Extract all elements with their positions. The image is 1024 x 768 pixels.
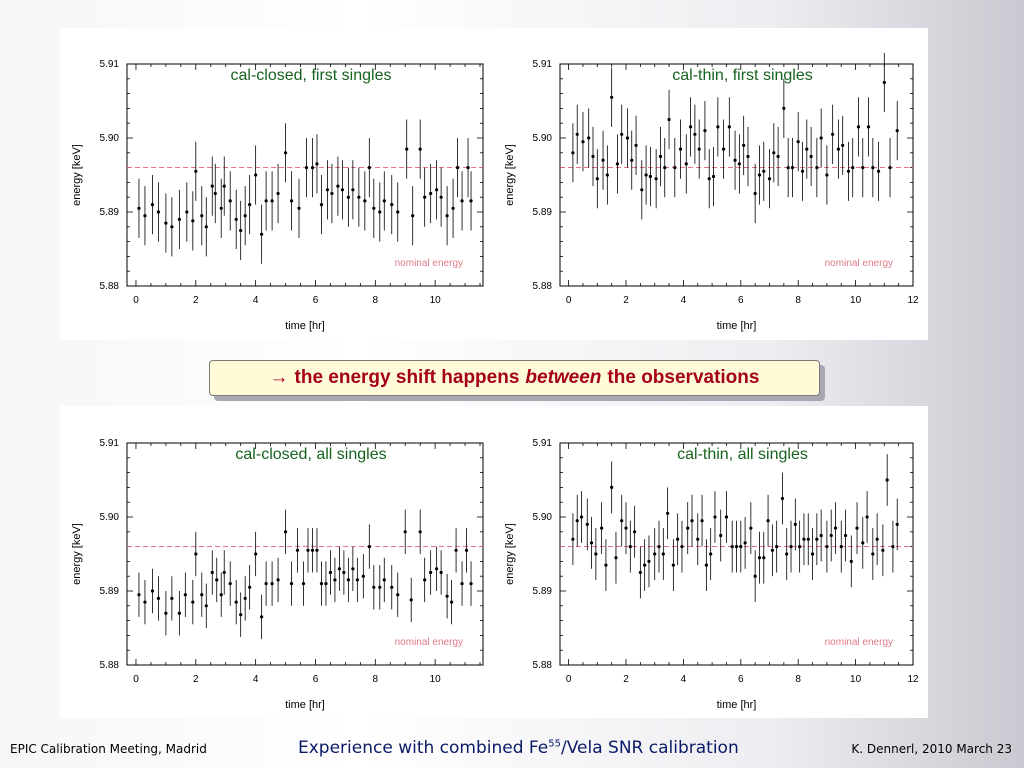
- data-point: [762, 532, 765, 584]
- data-point: [576, 495, 579, 547]
- data-point: [830, 510, 833, 562]
- point-marker: [802, 538, 805, 541]
- point-marker: [653, 552, 656, 555]
- data-point: [758, 532, 761, 584]
- point-marker: [891, 545, 894, 548]
- y-tick-label: 5.89: [532, 207, 552, 218]
- point-marker: [676, 538, 679, 541]
- point-marker: [855, 527, 858, 530]
- footer-slide-title: [298, 738, 739, 758]
- data-point: [725, 491, 728, 543]
- point-marker: [871, 552, 874, 555]
- data-point: [571, 513, 574, 565]
- data-point: [785, 528, 788, 580]
- y-tick-label: 5.88: [532, 281, 552, 292]
- x-tick-label: 6: [738, 295, 744, 306]
- y-tick-label: 5.89: [99, 207, 119, 218]
- y-axis-label: energy [keV]: [71, 523, 83, 585]
- nominal-energy-label: nominal energy: [824, 258, 893, 269]
- x-tick-label: 2: [623, 295, 629, 306]
- point-marker: [789, 545, 792, 548]
- data-point: [586, 499, 589, 551]
- data-point: [676, 513, 679, 565]
- point-marker: [725, 515, 728, 518]
- x-tick-label: 4: [252, 295, 259, 306]
- point-marker: [840, 545, 843, 548]
- x-tick-label: 4: [252, 674, 259, 685]
- data-point: [886, 454, 889, 506]
- point-marker: [735, 545, 738, 548]
- point-marker: [766, 519, 769, 522]
- point-marker: [614, 556, 617, 559]
- data-point: [680, 521, 683, 573]
- point-marker: [709, 552, 712, 555]
- data-point: [794, 499, 797, 551]
- point-marker: [576, 519, 579, 522]
- data-point: [789, 521, 792, 573]
- data-point: [896, 499, 899, 551]
- point-marker: [798, 545, 801, 548]
- plot-title: cal-closed, all singles: [235, 446, 387, 463]
- data-point: [590, 517, 593, 569]
- data-point: [696, 513, 699, 565]
- data-point: [844, 510, 847, 562]
- point-marker: [713, 515, 716, 518]
- point-marker: [775, 545, 778, 548]
- point-marker: [657, 545, 660, 548]
- x-tick-label: 10: [850, 295, 862, 306]
- x-axis-label: time [hr]: [716, 699, 757, 711]
- point-marker: [844, 534, 847, 537]
- plot-title: cal-thin, all singles: [677, 446, 808, 463]
- point-marker: [629, 545, 632, 548]
- point-marker: [594, 552, 597, 555]
- data-point: [766, 495, 769, 547]
- y-axis-label: energy [keV]: [504, 144, 516, 206]
- x-tick-label: 4: [680, 674, 687, 685]
- point-marker: [600, 527, 603, 530]
- data-point: [811, 528, 814, 580]
- x-tick-label: 0: [133, 295, 139, 306]
- point-marker: [686, 527, 689, 530]
- callout-text-before: the energy shift happens: [294, 367, 520, 388]
- x-tick-label: 2: [193, 295, 199, 306]
- data-point: [815, 513, 818, 565]
- x-axis-label: time [hr]: [285, 699, 325, 711]
- data-point: [820, 510, 823, 562]
- x-tick-label: 4: [680, 295, 687, 306]
- nominal-energy-label: nominal energy: [394, 258, 463, 269]
- point-marker: [820, 534, 823, 537]
- x-tick-label: 6: [312, 295, 319, 306]
- point-marker: [690, 519, 693, 522]
- point-marker: [700, 519, 703, 522]
- x-axis-label: time [hr]: [716, 320, 757, 332]
- point-marker: [785, 552, 788, 555]
- x-tick-label: 0: [565, 295, 572, 306]
- footer-title-superscript: 55: [548, 738, 561, 750]
- data-point: [802, 513, 805, 565]
- y-tick-label: 5.88: [532, 660, 552, 671]
- data-point: [775, 521, 778, 573]
- data-point: [744, 517, 747, 569]
- point-marker: [647, 560, 650, 563]
- footer-author-date: K. Dennerl, 2010 March 23: [851, 742, 1012, 756]
- y-axis-label: energy [keV]: [71, 144, 83, 206]
- point-marker: [739, 545, 742, 548]
- point-marker: [825, 545, 828, 548]
- data-point: [731, 521, 734, 573]
- x-tick-label: 0: [133, 674, 139, 685]
- point-marker: [680, 545, 683, 548]
- x-tick-label: 2: [623, 674, 629, 685]
- y-tick-label: 5.89: [532, 586, 552, 597]
- point-marker: [639, 571, 642, 574]
- data-point: [840, 521, 843, 573]
- data-point: [735, 521, 738, 573]
- y-axis-label: energy [keV]: [504, 523, 516, 585]
- point-marker: [610, 486, 613, 489]
- point-marker: [731, 545, 734, 548]
- data-point: [629, 521, 632, 573]
- data-point: [580, 491, 583, 543]
- x-tick-label: 2: [193, 674, 199, 685]
- y-tick-label: 5.90: [99, 512, 119, 523]
- arrow-right-icon: →: [269, 367, 289, 388]
- data-point: [662, 528, 665, 580]
- data-point: [639, 547, 642, 599]
- point-marker: [666, 512, 669, 515]
- point-marker: [624, 527, 627, 530]
- point-marker: [861, 541, 864, 544]
- point-marker: [781, 497, 784, 500]
- data-point: [647, 536, 650, 588]
- data-point: [700, 495, 703, 547]
- data-point: [653, 528, 656, 580]
- data-point: [781, 473, 784, 525]
- footer-meeting: EPIC Calibration Meeting, Madrid: [10, 742, 207, 756]
- y-tick-label: 5.91: [532, 438, 552, 449]
- point-marker: [571, 538, 574, 541]
- point-marker: [762, 556, 765, 559]
- data-point: [749, 502, 752, 554]
- y-tick-label: 5.88: [99, 660, 119, 671]
- data-point: [771, 524, 774, 576]
- y-tick-label: 5.91: [532, 59, 552, 70]
- data-point: [807, 513, 810, 565]
- x-tick-label: 6: [312, 674, 319, 685]
- point-marker: [633, 530, 636, 533]
- point-marker: [604, 564, 607, 567]
- y-tick-label: 5.91: [99, 438, 119, 449]
- point-marker: [807, 538, 810, 541]
- data-point: [865, 491, 868, 543]
- data-point: [690, 495, 693, 547]
- y-tick-label: 5.89: [99, 586, 119, 597]
- point-marker: [643, 564, 646, 567]
- x-tick-label: 6: [738, 674, 744, 685]
- data-point: [861, 517, 864, 569]
- data-point: [713, 491, 716, 543]
- data-point: [709, 528, 712, 580]
- y-tick-label: 5.90: [99, 133, 119, 144]
- nominal-energy-label: nominal energy: [394, 637, 463, 648]
- point-marker: [662, 552, 665, 555]
- x-tick-label: 8: [372, 295, 379, 306]
- data-point: [719, 510, 722, 562]
- point-marker: [705, 564, 708, 567]
- point-marker: [580, 515, 583, 518]
- footer-title-suffix: /Vela SNR calibration: [560, 738, 739, 758]
- callout-text-after: the observations: [607, 367, 760, 388]
- callout-text-emphasis: between: [525, 367, 602, 388]
- data-point: [657, 521, 660, 573]
- x-tick-label: 10: [429, 295, 441, 306]
- data-point: [881, 524, 884, 576]
- y-tick-label: 5.90: [532, 133, 552, 144]
- data-point: [891, 521, 894, 573]
- data-point: [620, 495, 623, 547]
- x-tick-label: 12: [907, 674, 919, 685]
- point-marker: [896, 523, 899, 526]
- data-point: [871, 528, 874, 580]
- x-tick-label: 10: [429, 674, 441, 685]
- data-point: [876, 513, 879, 565]
- x-tick-label: 8: [795, 674, 801, 685]
- data-point: [614, 532, 617, 584]
- x-tick-label: 12: [907, 295, 919, 306]
- data-point: [850, 536, 853, 588]
- point-marker: [815, 538, 818, 541]
- data-point: [594, 528, 597, 580]
- data-point: [666, 487, 669, 539]
- point-marker: [758, 556, 761, 559]
- data-point: [633, 506, 636, 558]
- x-axis-label: time [hr]: [285, 320, 325, 332]
- data-point: [825, 521, 828, 573]
- plot-title: cal-thin, first singles: [672, 67, 813, 84]
- point-marker: [719, 534, 722, 537]
- y-tick-label: 5.88: [99, 281, 119, 292]
- point-marker: [744, 541, 747, 544]
- point-marker: [794, 523, 797, 526]
- point-marker: [811, 552, 814, 555]
- data-point: [754, 550, 757, 602]
- x-tick-label: 8: [372, 674, 379, 685]
- point-marker: [620, 519, 623, 522]
- data-point: [610, 462, 613, 514]
- point-marker: [886, 478, 889, 481]
- point-marker: [771, 549, 774, 552]
- x-tick-label: 10: [850, 674, 862, 685]
- plot-title: cal-closed, first singles: [230, 67, 392, 84]
- x-tick-label: 0: [565, 674, 572, 685]
- y-tick-label: 5.91: [99, 59, 119, 70]
- point-marker: [830, 534, 833, 537]
- point-marker: [590, 541, 593, 544]
- nominal-energy-label: nominal energy: [824, 637, 893, 648]
- x-tick-label: 8: [795, 295, 801, 306]
- point-marker: [672, 564, 675, 567]
- point-marker: [881, 549, 884, 552]
- conclusion-callout: [209, 360, 820, 396]
- point-marker: [865, 515, 868, 518]
- y-tick-label: 5.90: [532, 512, 552, 523]
- point-marker: [754, 575, 757, 578]
- point-marker: [834, 527, 837, 530]
- point-marker: [850, 560, 853, 563]
- point-marker: [696, 538, 699, 541]
- data-point: [798, 521, 801, 573]
- point-marker: [749, 527, 752, 530]
- point-marker: [876, 538, 879, 541]
- footer-title-prefix: Experience with combined Fe: [298, 738, 549, 758]
- point-marker: [586, 523, 589, 526]
- data-point: [739, 521, 742, 573]
